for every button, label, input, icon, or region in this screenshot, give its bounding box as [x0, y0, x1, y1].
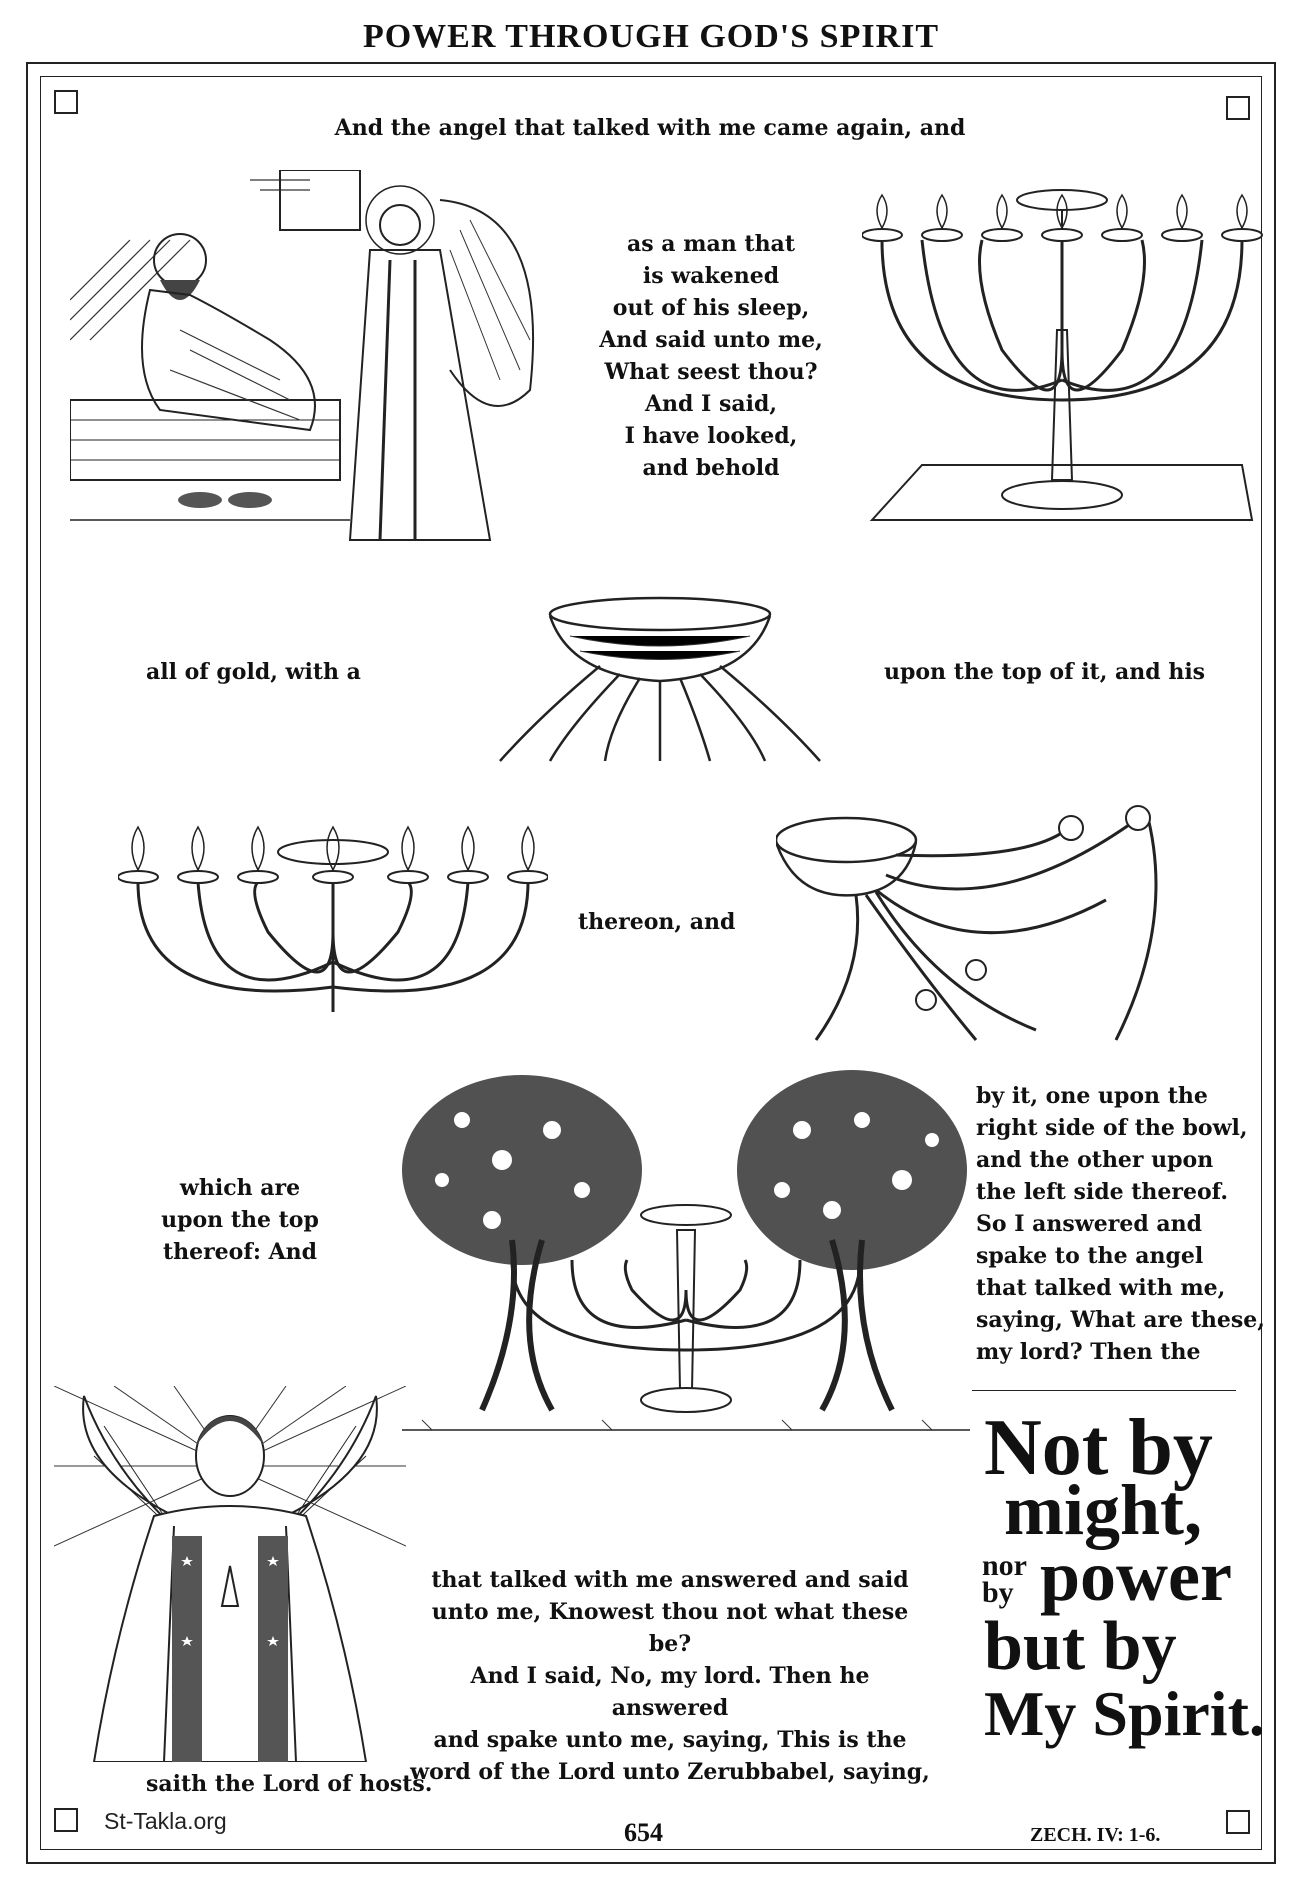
seven-lamps-illustration: [118, 812, 548, 1022]
motto-line-nor-by: nor by: [982, 1549, 1027, 1609]
corner-ornament: [1226, 96, 1250, 120]
seven-lamp-candlestick-illustration: [862, 180, 1266, 550]
motto-line-power: power: [1040, 1536, 1232, 1616]
verse-line-1: And the angel that talked with me came again, and: [334, 115, 966, 141]
motto-line-but-by: but by: [984, 1608, 1177, 1685]
praying-angel-illustration: [54, 1386, 406, 1762]
verse-block-6: which are upon the top thereof: And: [161, 1175, 319, 1265]
verse-line-5: thereon, and: [578, 909, 736, 935]
verse-line-4: upon the top of it, and his: [884, 659, 1206, 685]
corner-ornament: [1226, 1810, 1250, 1834]
verse-line-9: saith the Lord of hosts.: [146, 1771, 433, 1797]
corner-ornament: [54, 90, 78, 114]
page-number: 654: [624, 1818, 663, 1847]
scripture-reference: ZECH. IV: 1-6.: [1030, 1824, 1161, 1846]
bowl-illustration: [490, 596, 830, 766]
verse-block-8: that talked with me answered and said unto me, Knowest thou not what these be? And I said, No, my lord. Then he answered and spake unto me, saying, This is the word of the Lord unto Zerubbabel, saying,: [410, 1567, 930, 1785]
prophet-and-angel-illustration: [70, 170, 600, 550]
verse-line-3: all of gold, with a: [146, 659, 361, 685]
watermark: St-Takla.org: [104, 1808, 227, 1834]
page-title: POWER THROUGH GOD'S SPIRIT: [362, 18, 940, 55]
motto-line-my-spirit: My Spirit.: [984, 1678, 1265, 1749]
verse-block-7: by it, one upon the right side of the bowl, and the other upon the left side thereof. So I answered and spake to the angel that talked with me, saying, What are these, my lord? Then the: [976, 1083, 1265, 1365]
motto-line-not-by: Not by: [984, 1404, 1213, 1492]
bowl-with-pipes-illustration: [776, 800, 1176, 1045]
divider-rule: [972, 1390, 1236, 1391]
motto-line-might: might,: [1004, 1470, 1202, 1550]
corner-ornament: [54, 1808, 78, 1832]
verse-block-2: as a man that is wakened out of his sleep, And said unto me, What seest thou? And I said, I have looked, and behold: [599, 231, 823, 481]
olive-trees-and-candlestick-illustration: [402, 1060, 970, 1460]
